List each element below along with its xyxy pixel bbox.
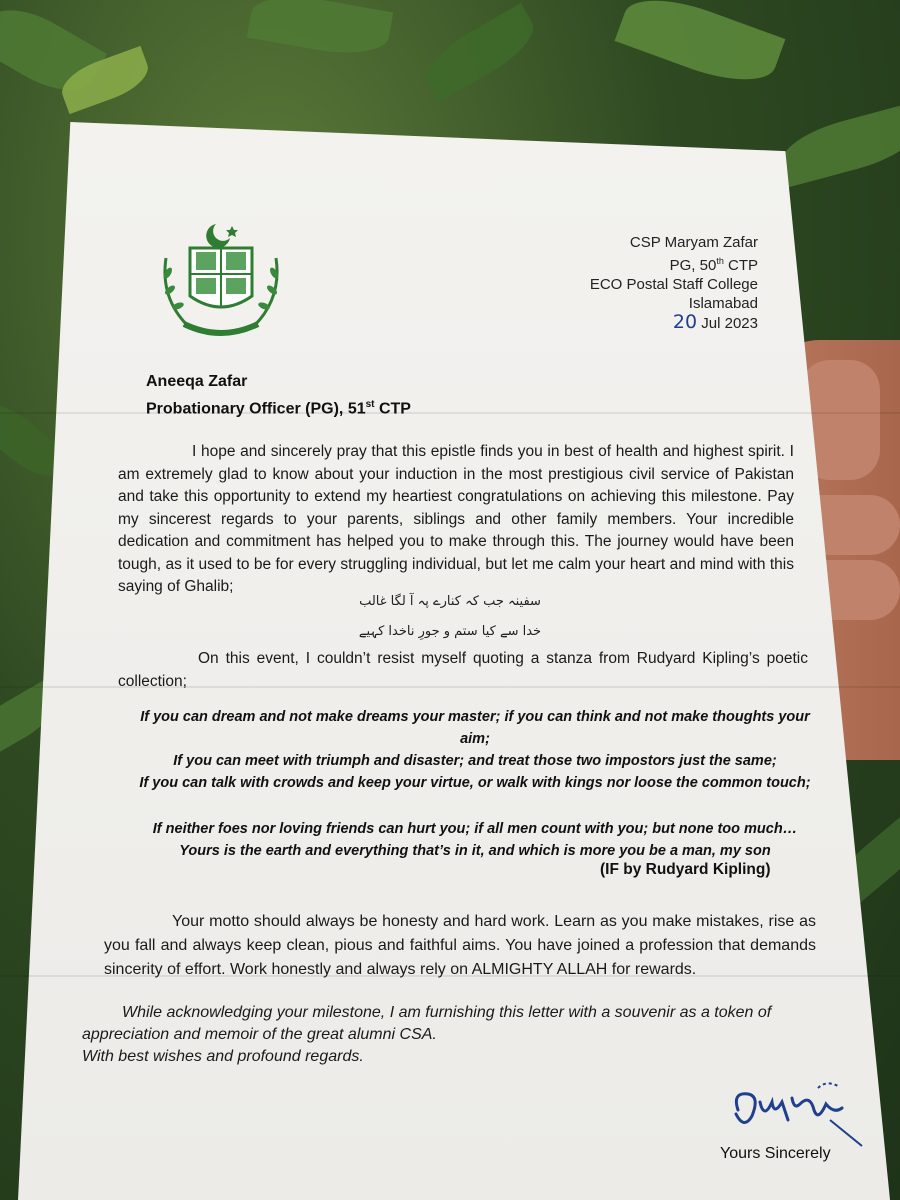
sender-city: Islamabad: [688, 295, 758, 312]
poem-line-3: If you can talk with crowds and keep your virtue, or walk with kings nor loose the common touch;: [139, 775, 811, 791]
pakistan-state-emblem-icon: [158, 218, 284, 346]
poem-line-5: Yours is the earth and everything that’s in it, and which is more you be a man, my son: [179, 843, 771, 859]
poem-line-4: If neither foes nor loving friends can hurt you; if all men count with you; but none too much…: [152, 821, 798, 837]
signoff: Yours Sincerely: [720, 1145, 831, 1162]
urdu-verse-line-1: سفینہ جب کہ کنارے پہ آ لگا غالب: [359, 594, 541, 609]
recipient-name: Aneeqa Zafar: [146, 373, 248, 390]
paragraph-2: On this event, I couldn’t resist myself quoting a stanza from Rudyard Kipling’s poetic collection;: [118, 650, 808, 690]
closing-block: [82, 1002, 842, 1068]
sender-institution: ECO Postal Staff College: [589, 276, 758, 293]
recipient-block: [146, 370, 411, 420]
letter-date: 20 Jul 2023: [672, 311, 758, 333]
fold-line: [0, 412, 900, 414]
paragraph-3: Your motto should always be honesty and hard work. Learn as you make mistakes, rise as you fall and always keep clean, pious and faithful aims. You have joined a profession that demands sincerity of effort. Work honestly and always rely on ALMIGHTY ALLAH for rewards.: [104, 913, 816, 978]
sender-name: CSP Maryam Zafar: [629, 234, 758, 251]
urdu-verse-line-2: خدا سے کیا ستم و جورِ ناخدا کہیے: [358, 624, 542, 639]
poem-line-2: If you can meet with triumph and disaster; and treat those two impostors just the same;: [173, 753, 777, 769]
signature-icon: [730, 1080, 870, 1150]
sender-address: [590, 233, 758, 333]
recipient-title: Probationary Officer (PG), 51st CTP: [146, 399, 411, 418]
paragraph-1: I hope and sincerely pray that this epistle finds you in best of health and highest spirit. I am extremely glad to know about your induction in the most prestigious civil service of Pakistan and take this opportunity to extend my heartiest congratulations on achieving this milestone. Pay my sincerest regards to your parents, siblings and other family members. Your incredible dedication and commitment has helped you to make through this. The journey would have been tough, as it used to be for every struggling individual, but let me calm your heart and mind with this saying of Ghalib;: [118, 443, 794, 595]
sender-batch: PG, 50th CTP: [669, 256, 758, 274]
poem-line-1: If you can dream and not make dreams your master; if you can think and not make thoughts your aim;: [140, 709, 810, 747]
closing-line: With best wishes and profound regards.: [82, 1048, 364, 1065]
paragraph-4: While acknowledging your milestone, I am furnishing this letter with a souvenir as a token of appreciation and memoir of the great alumni CSA.: [82, 1004, 772, 1043]
poem-credit: (IF by Rudyard Kipling): [600, 861, 771, 878]
